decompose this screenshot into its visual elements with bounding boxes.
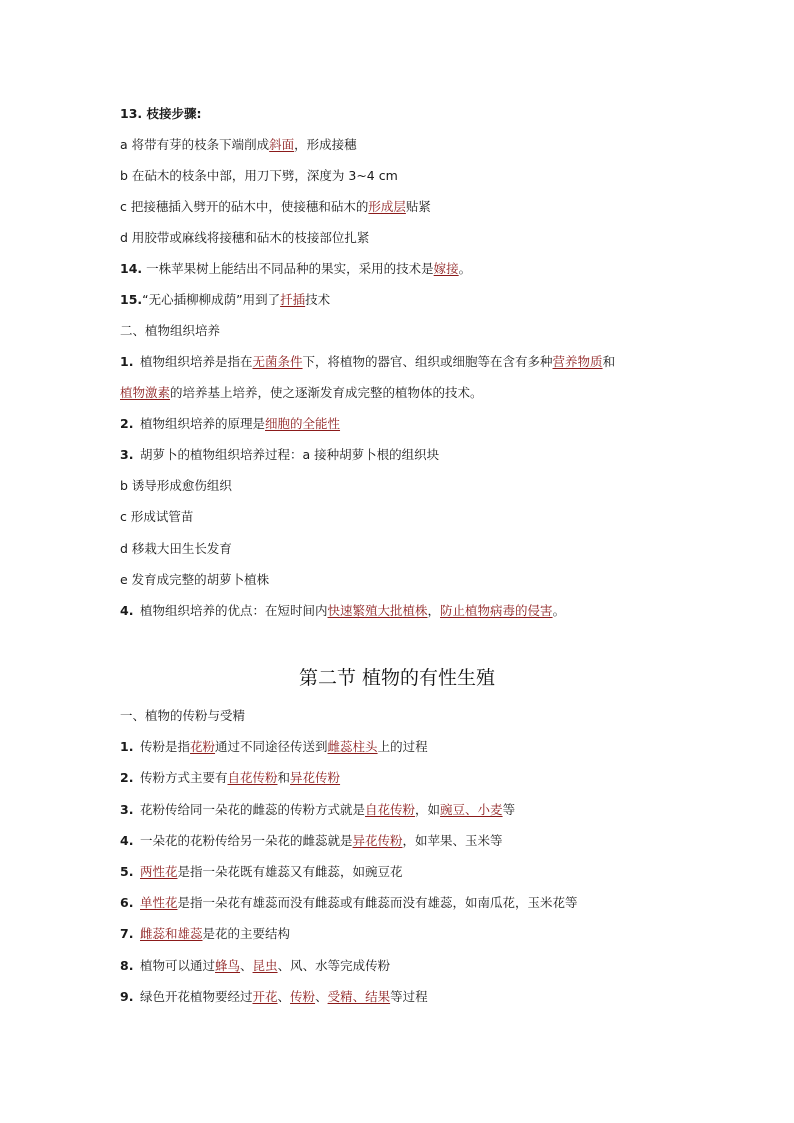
answer-blank: 两性花 — [140, 864, 178, 879]
text: 一株苹果树上能结出不同品种的果实，采用的技术是 — [146, 261, 434, 276]
text: 二、植物组织培养 — [120, 323, 221, 338]
text: 13. 枝接步骤: — [120, 106, 202, 121]
text: b 诱导形成愈伤组织 — [120, 478, 232, 493]
line-tc-3e — [120, 572, 720, 588]
text: 一朵花的花粉传给另一朵花的雌蕊就是 — [140, 833, 353, 848]
line-pol-8 — [120, 958, 720, 974]
text: ，如 — [415, 802, 441, 817]
line-pol-1 — [120, 739, 720, 755]
text: 胡萝卜的植物组织培养过程：a 接种胡萝卜根的组织块 — [140, 447, 440, 462]
text: 的培养基上培养，使之逐渐发育成完整的植物体的技术。 — [170, 385, 483, 400]
section-heading-tissue-culture — [120, 323, 720, 339]
item-number: 2. — [120, 770, 134, 785]
text: 和 — [277, 770, 291, 785]
text: 是指一朵花有雄蕊而没有雌蕊或有雌蕊而没有雄蕊，如南瓜花，玉米花等 — [177, 895, 578, 910]
item-number: 8. — [120, 958, 134, 973]
answer-blank: 形成层 — [368, 199, 406, 214]
line-step-a — [120, 137, 720, 153]
line-tc-1 — [120, 354, 720, 370]
text: 、风、水等完成传粉 — [277, 958, 391, 973]
text: 植物可以通过 — [140, 958, 216, 973]
text: 和 — [602, 354, 616, 369]
text: 植物组织培养的优点：在短时间内 — [140, 603, 328, 618]
answer-blank: 快速繁殖大批植株 — [327, 603, 428, 618]
item-number: 9. — [120, 989, 134, 1004]
answer-blank: 无菌条件 — [252, 354, 303, 369]
text: a 将带有芽的枝条下端削成 — [120, 137, 270, 152]
answer-blank: 嫁接 — [433, 261, 459, 276]
answer-blank: 传粉 — [290, 989, 316, 1004]
text: 等 — [502, 802, 516, 817]
answer-blank: 异花传粉 — [352, 833, 403, 848]
line-pol-6 — [120, 895, 720, 911]
answer-blank: 受精、结果 — [327, 989, 391, 1004]
line-tc-3b — [120, 478, 720, 494]
line-pol-9 — [120, 989, 720, 1005]
line-14 — [120, 261, 720, 277]
text: 是花的主要结构 — [202, 926, 291, 941]
answer-blank: 开花 — [252, 989, 278, 1004]
text: 、 — [315, 989, 328, 1004]
item-number: 7. — [120, 926, 134, 941]
item-number: 2. — [120, 416, 134, 431]
answer-blank: 防止植物病毒的侵害 — [440, 603, 553, 618]
item-number: 1. — [120, 739, 134, 754]
line-tc-2 — [120, 416, 720, 432]
line-pol-7 — [120, 926, 720, 942]
answer-blank: 雌蕊和雄蕊 — [140, 926, 203, 941]
text: b 在砧木的枝条中部，用刀下劈，深度为 3~4 cm — [120, 168, 398, 183]
text: 一、植物的传粉与受精 — [120, 708, 246, 723]
item-number: 3. — [120, 802, 134, 817]
item-number: 4. — [120, 833, 134, 848]
line-pol-3 — [120, 802, 720, 818]
text: 传粉是指 — [140, 739, 191, 754]
line-tc-3 — [120, 447, 720, 463]
line-15 — [120, 292, 720, 308]
text: “无心插柳柳成荫”用到了 — [142, 292, 281, 307]
answer-blank: 自花传粉 — [365, 802, 416, 817]
text: c 把接穗插入劈开的砧木中，使接穗和砧木的 — [120, 199, 369, 214]
answer-blank: 豌豆、小麦 — [440, 802, 503, 817]
answer-blank: 雌蕊柱头 — [327, 739, 378, 754]
text: 技术 — [305, 292, 331, 307]
line-pol-5 — [120, 864, 720, 880]
answer-blank: 斜面 — [269, 137, 295, 152]
line-step-d — [120, 230, 720, 246]
text: 。 — [552, 603, 566, 618]
text: ，形成接穗 — [294, 137, 357, 152]
text: 传粉方式主要有 — [140, 770, 228, 785]
text: 贴紧 — [405, 199, 431, 214]
answer-blank: 细胞的全能性 — [265, 416, 341, 431]
line-tc-4 — [120, 603, 720, 619]
line-tc-3d — [120, 541, 720, 557]
line-pol-4 — [120, 833, 720, 849]
section-heading-pollination — [120, 708, 720, 724]
answer-blank: 昆虫 — [252, 958, 278, 973]
answer-blank: 植物激素 — [120, 385, 171, 400]
text: 通过不同途径传送到 — [215, 739, 328, 754]
answer-blank: 扦插 — [280, 292, 306, 307]
text: 、 — [277, 989, 291, 1004]
line-step-b — [120, 168, 720, 184]
text: ，如苹果、玉米等 — [402, 833, 503, 848]
text: 。 — [458, 261, 472, 276]
line-pol-2 — [120, 770, 720, 786]
answer-blank: 营养物质 — [552, 354, 603, 369]
text: c 形成试管苗 — [120, 509, 194, 524]
text: 绿色开花植物要经过 — [140, 989, 253, 1004]
text: e 发育成完整的胡萝卜植株 — [120, 572, 270, 587]
item-number: 3. — [120, 447, 134, 462]
item-number: 1. — [120, 354, 134, 369]
text: 植物组织培养是指在 — [140, 354, 253, 369]
text: 上的过程 — [377, 739, 428, 754]
answer-blank: 蜂鸟 — [215, 958, 241, 973]
answer-blank: 自花传粉 — [227, 770, 278, 785]
item-number: 4. — [120, 603, 134, 618]
line-tc-3c — [120, 509, 720, 525]
item-number: 5. — [120, 864, 134, 879]
item-number: 15. — [120, 292, 143, 307]
text: 是指一朵花既有雄蕊又有雌蕊，如豌豆花 — [177, 864, 403, 879]
text: 下，将植物的器官、组织或细胞等在含有多种 — [302, 354, 553, 369]
text: d 用胶带或麻线将接穗和砧木的枝接部位扎紧 — [120, 230, 370, 245]
answer-blank: 花粉 — [190, 739, 216, 754]
answer-blank: 单性花 — [140, 895, 178, 910]
line-13-title — [120, 106, 720, 122]
text: 花粉传给同一朵花的雌蕊的传粉方式就是 — [140, 802, 366, 817]
line-step-c — [120, 199, 720, 215]
text: ， — [427, 603, 441, 618]
text: 等过程 — [390, 989, 428, 1004]
answer-blank: 异花传粉 — [290, 770, 341, 785]
text: 植物组织培养的原理是 — [140, 416, 266, 431]
chapter-heading: 第二节 植物的有性生殖 — [298, 667, 496, 689]
item-number: 6. — [120, 895, 134, 910]
item-number: 14. — [120, 261, 143, 276]
text: d 移栽大田生长发育 — [120, 541, 232, 556]
text: 、 — [240, 958, 253, 973]
line-tc-1-cont — [120, 385, 720, 401]
